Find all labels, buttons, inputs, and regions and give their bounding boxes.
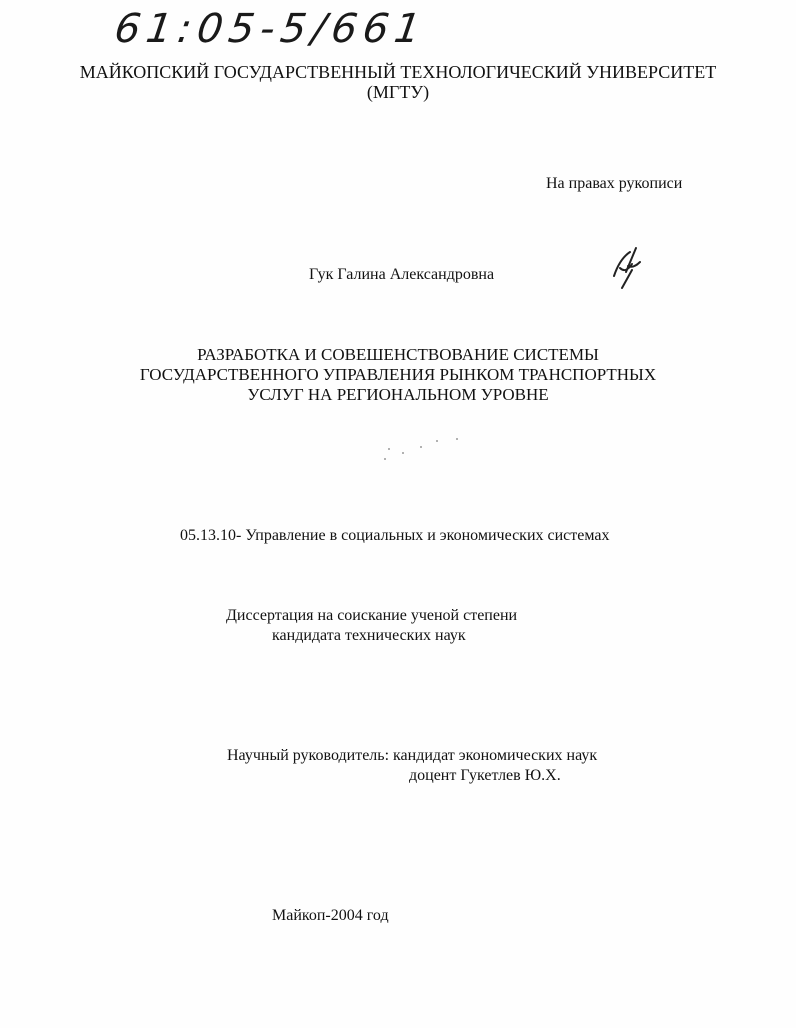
scan-speck — [384, 458, 386, 460]
university-name: МАЙКОПСКИЙ ГОСУДАРСТВЕННЫЙ ТЕХНОЛОГИЧЕСКИЙ УНИВЕРСИТЕТ — [79, 62, 717, 82]
archive-code-handwritten: 61:05-5/661 — [111, 6, 430, 52]
manuscript-note: На правах рукописи — [546, 175, 683, 192]
supervisor-line-2: доцент Гукетлев Ю.Х. — [409, 767, 561, 784]
scan-speck — [436, 440, 438, 442]
degree-line-2: кандидата технических наук — [272, 627, 466, 644]
supervisor-line-1: Научный руководитель: кандидат экономических наук — [227, 747, 598, 764]
scan-speck — [456, 438, 458, 440]
author-name: Гук Галина Александровна — [309, 266, 495, 283]
dissertation-title — [0, 345, 796, 405]
specialty-code: 05.13.10- Управление в социальных и экономических системах — [180, 527, 610, 544]
degree-line-1: Диссертация на соискание ученой степени — [226, 607, 518, 624]
scan-speck — [420, 446, 422, 448]
signature-icon — [606, 246, 646, 290]
city-year: Майкоп-2004 год — [272, 907, 389, 924]
scan-speck — [388, 448, 390, 450]
title-line-2: ГОСУДАРСТВЕННОГО УПРАВЛЕНИЯ РЫНКОМ ТРАНСПОРТНЫХ — [139, 365, 657, 384]
university-abbreviation: (МГТУ) — [366, 82, 430, 102]
title-line-3: УСЛУГ НА РЕГИОНАЛЬНОМ УРОВНЕ — [247, 385, 549, 404]
title-line-1: РАЗРАБОТКА И СОВЕШЕНСТВОВАНИЕ СИСТЕМЫ — [197, 345, 599, 364]
scan-speck — [402, 452, 404, 454]
